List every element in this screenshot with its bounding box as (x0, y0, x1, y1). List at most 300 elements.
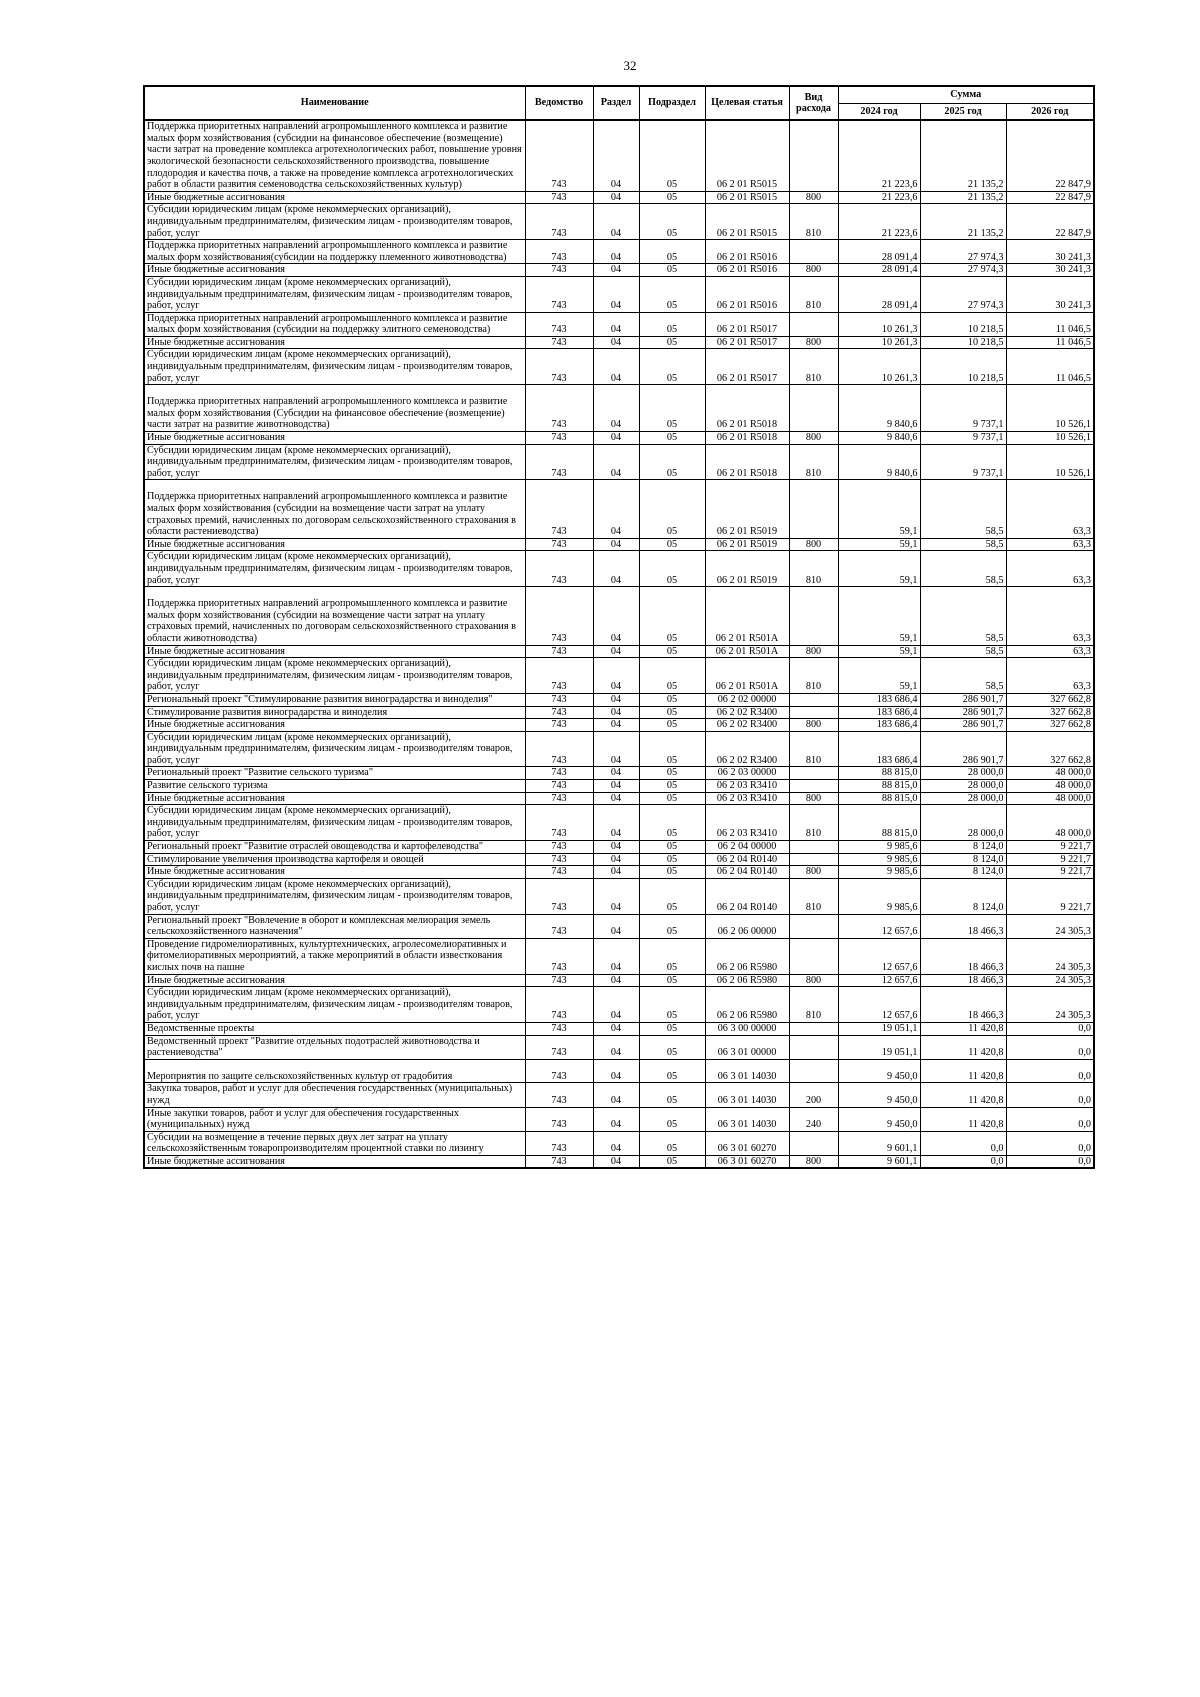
row-subsection: 05 (639, 645, 705, 658)
row-sum-2026: 0,0 (1006, 1083, 1094, 1107)
row-name: Региональный проект "Развитие отраслей овощеводства и картофелеводства" (144, 841, 525, 854)
row-dept: 743 (525, 264, 593, 277)
row-section: 04 (593, 805, 639, 841)
row-dept: 743 (525, 693, 593, 706)
row-section: 04 (593, 349, 639, 385)
row-sum-2024: 28 091,4 (838, 276, 920, 312)
row-expense-type: 800 (789, 974, 838, 987)
row-dept: 743 (525, 731, 593, 767)
row-section: 04 (593, 480, 639, 538)
row-sum-2025: 21 135,2 (920, 204, 1006, 240)
row-target: 06 2 04 R0140 (705, 866, 789, 879)
row-sum-2024: 10 261,3 (838, 336, 920, 349)
row-target: 06 2 01 R5018 (705, 444, 789, 480)
table-row (144, 987, 1094, 1023)
row-sum-2026: 22 847,9 (1006, 204, 1094, 240)
row-name: Иные бюджетные ассигнования (144, 974, 525, 987)
row-expense-type: 800 (789, 336, 838, 349)
table-row (144, 385, 1094, 432)
row-target: 06 2 01 R5015 (705, 204, 789, 240)
row-sum-2024: 19 051,1 (838, 1035, 920, 1059)
row-name: Иные бюджетные ассигнования (144, 1155, 525, 1168)
row-name: Поддержка приоритетных направлений агропромышленного комплекса и развитие малых форм хозяйствования (субсидии на финансовое обеспечение (возмещение) части затрат на проведение комплекса агротехнологических работ, повышение уровня экологической безопасности сельскохозяйственного производства, повышение плодородия и качества почв, а также на проведение комплекса агротехнологических работ в области развития семеноводства сельскохозяйственных культур) (144, 120, 525, 191)
row-sum-2025: 58,5 (920, 480, 1006, 538)
row-subsection: 05 (639, 349, 705, 385)
row-sum-2026: 327 662,8 (1006, 706, 1094, 719)
row-dept: 743 (525, 792, 593, 805)
row-name: Иные бюджетные ассигнования (144, 645, 525, 658)
table-row (144, 1059, 1094, 1083)
row-sum-2025: 11 420,8 (920, 1107, 1006, 1131)
row-subsection: 05 (639, 731, 705, 767)
row-section: 04 (593, 1035, 639, 1059)
row-sum-2026: 9 221,7 (1006, 866, 1094, 879)
row-target: 06 2 01 R5018 (705, 432, 789, 445)
table-row (144, 1022, 1094, 1035)
row-sum-2025: 58,5 (920, 551, 1006, 587)
row-sum-2024: 88 815,0 (838, 792, 920, 805)
row-dept: 743 (525, 853, 593, 866)
row-sum-2024: 59,1 (838, 587, 920, 645)
row-sum-2025: 10 218,5 (920, 336, 1006, 349)
row-section: 04 (593, 731, 639, 767)
header-2024: 2024 год (838, 103, 920, 120)
row-expense-type (789, 312, 838, 336)
row-section: 04 (593, 1059, 639, 1083)
row-section: 04 (593, 878, 639, 914)
row-target: 06 3 01 14030 (705, 1107, 789, 1131)
row-target: 06 2 06 R5980 (705, 974, 789, 987)
row-sum-2024: 88 815,0 (838, 805, 920, 841)
row-expense-type: 800 (789, 264, 838, 277)
table-row (144, 432, 1094, 445)
row-sum-2025: 8 124,0 (920, 841, 1006, 854)
table-row (144, 974, 1094, 987)
row-sum-2025: 9 737,1 (920, 444, 1006, 480)
row-sum-2024: 12 657,6 (838, 974, 920, 987)
header-dept: Ведомство (525, 86, 593, 120)
row-expense-type: 800 (789, 719, 838, 732)
row-subsection: 05 (639, 191, 705, 204)
row-name: Ведомственный проект "Развитие отдельных подотраслей животноводства и растениеводства" (144, 1035, 525, 1059)
row-sum-2026: 48 000,0 (1006, 792, 1094, 805)
header-sum: Сумма (838, 86, 1094, 103)
row-target: 06 2 03 R3410 (705, 805, 789, 841)
row-target: 06 2 01 R5016 (705, 264, 789, 277)
row-target: 06 2 04 R0140 (705, 853, 789, 866)
row-sum-2026: 9 221,7 (1006, 841, 1094, 854)
table-row (144, 1155, 1094, 1168)
row-sum-2025: 27 974,3 (920, 276, 1006, 312)
row-expense-type (789, 1059, 838, 1083)
row-sum-2026: 24 305,3 (1006, 974, 1094, 987)
row-target: 06 2 01 R5017 (705, 312, 789, 336)
row-subsection: 05 (639, 693, 705, 706)
row-sum-2024: 10 261,3 (838, 349, 920, 385)
row-dept: 743 (525, 349, 593, 385)
row-sum-2026: 48 000,0 (1006, 780, 1094, 793)
table-row (144, 805, 1094, 841)
row-name: Иные бюджетные ассигнования (144, 191, 525, 204)
row-sum-2025: 0,0 (920, 1131, 1006, 1155)
row-sum-2026: 10 526,1 (1006, 432, 1094, 445)
row-name: Поддержка приоритетных направлений агропромышленного комплекса и развитие малых форм хозяйствования(субсидии на поддержку племенного животноводства) (144, 240, 525, 264)
row-section: 04 (593, 240, 639, 264)
row-section: 04 (593, 658, 639, 694)
table-row (144, 719, 1094, 732)
row-subsection: 05 (639, 853, 705, 866)
header-subsection: Подраздел (639, 86, 705, 120)
row-section: 04 (593, 706, 639, 719)
row-name: Иные бюджетные ассигнования (144, 866, 525, 879)
row-sum-2025: 11 420,8 (920, 1022, 1006, 1035)
row-sum-2025: 28 000,0 (920, 780, 1006, 793)
row-subsection: 05 (639, 938, 705, 974)
row-expense-type (789, 1131, 838, 1155)
row-subsection: 05 (639, 276, 705, 312)
row-section: 04 (593, 719, 639, 732)
row-name: Субсидии юридическим лицам (кроме некоммерческих организаций), индивидуальным предпринимателям, физическим лицам - производителям товаров, работ, услуг (144, 658, 525, 694)
table-row (144, 841, 1094, 854)
row-name: Субсидии юридическим лицам (кроме некоммерческих организаций), индивидуальным предпринимателям, физическим лицам - производителям товаров, работ, услуг (144, 987, 525, 1023)
row-subsection: 05 (639, 240, 705, 264)
row-sum-2026: 0,0 (1006, 1131, 1094, 1155)
row-sum-2026: 0,0 (1006, 1155, 1094, 1168)
row-section: 04 (593, 987, 639, 1023)
table-row (144, 853, 1094, 866)
row-sum-2025: 18 466,3 (920, 987, 1006, 1023)
table-row (144, 693, 1094, 706)
table-header (144, 86, 1094, 120)
table-row (144, 587, 1094, 645)
row-sum-2024: 183 686,4 (838, 693, 920, 706)
row-subsection: 05 (639, 719, 705, 732)
row-expense-type: 810 (789, 987, 838, 1023)
row-section: 04 (593, 191, 639, 204)
row-expense-type (789, 480, 838, 538)
row-subsection: 05 (639, 658, 705, 694)
row-sum-2025: 28 000,0 (920, 767, 1006, 780)
row-expense-type: 810 (789, 731, 838, 767)
row-sum-2024: 10 261,3 (838, 312, 920, 336)
row-sum-2026: 63,3 (1006, 587, 1094, 645)
row-subsection: 05 (639, 878, 705, 914)
row-section: 04 (593, 264, 639, 277)
row-expense-type (789, 780, 838, 793)
row-target: 06 3 00 00000 (705, 1022, 789, 1035)
row-dept: 743 (525, 336, 593, 349)
row-name: Поддержка приоритетных направлений агропромышленного комплекса и развитие малых форм хозяйствования (субсидии на поддержку элитного семеноводства) (144, 312, 525, 336)
header-name: Наименование (144, 86, 525, 120)
row-expense-type: 800 (789, 538, 838, 551)
table-row (144, 866, 1094, 879)
table-row (144, 312, 1094, 336)
row-sum-2025: 18 466,3 (920, 914, 1006, 938)
row-sum-2026: 0,0 (1006, 1107, 1094, 1131)
row-section: 04 (593, 587, 639, 645)
row-sum-2025: 286 901,7 (920, 693, 1006, 706)
row-sum-2026: 30 241,3 (1006, 264, 1094, 277)
table-row (144, 551, 1094, 587)
row-subsection: 05 (639, 336, 705, 349)
row-section: 04 (593, 538, 639, 551)
row-dept: 743 (525, 866, 593, 879)
row-name: Иные бюджетные ассигнования (144, 432, 525, 445)
row-name: Стимулирование развития виноградарства и виноделия (144, 706, 525, 719)
row-expense-type: 810 (789, 551, 838, 587)
row-section: 04 (593, 276, 639, 312)
row-section: 04 (593, 974, 639, 987)
row-sum-2024: 12 657,6 (838, 987, 920, 1023)
row-expense-type (789, 914, 838, 938)
row-dept: 743 (525, 1155, 593, 1168)
row-dept: 743 (525, 240, 593, 264)
row-subsection: 05 (639, 914, 705, 938)
row-sum-2026: 63,3 (1006, 480, 1094, 538)
table-row (144, 1131, 1094, 1155)
row-sum-2024: 9 450,0 (838, 1059, 920, 1083)
row-subsection: 05 (639, 780, 705, 793)
row-target: 06 2 01 R501A (705, 645, 789, 658)
row-dept: 743 (525, 204, 593, 240)
row-name: Иные бюджетные ассигнования (144, 264, 525, 277)
table-row (144, 706, 1094, 719)
row-dept: 743 (525, 938, 593, 974)
row-target: 06 2 01 R5017 (705, 336, 789, 349)
row-name: Поддержка приоритетных направлений агропромышленного комплекса и развитие малых форм хозяйствования (субсидии на возмещение части затрат на уплату страховых премий, начисленных по договорам сельскохозяйственного страхования в области растениеводства) (144, 480, 525, 538)
table-row (144, 276, 1094, 312)
row-subsection: 05 (639, 987, 705, 1023)
row-dept: 743 (525, 719, 593, 732)
row-name: Проведение гидромелиоративных, культуртехнических, агролесомелиоративных и фитомелиоративных мероприятий, а также мероприятий в области известкования кислых почв на пашне (144, 938, 525, 974)
row-dept: 743 (525, 120, 593, 191)
row-sum-2025: 0,0 (920, 1155, 1006, 1168)
row-expense-type (789, 853, 838, 866)
row-section: 04 (593, 792, 639, 805)
row-dept: 743 (525, 551, 593, 587)
row-section: 04 (593, 385, 639, 432)
row-sum-2024: 9 985,6 (838, 866, 920, 879)
row-target: 06 2 01 R5019 (705, 551, 789, 587)
row-name: Региональный проект "Развитие сельского туризма" (144, 767, 525, 780)
row-section: 04 (593, 853, 639, 866)
row-name: Закупка товаров, работ и услуг для обеспечения государственных (муниципальных) нужд (144, 1083, 525, 1107)
row-dept: 743 (525, 385, 593, 432)
row-sum-2026: 63,3 (1006, 538, 1094, 551)
row-section: 04 (593, 1131, 639, 1155)
row-section: 04 (593, 432, 639, 445)
row-sum-2024: 183 686,4 (838, 706, 920, 719)
row-dept: 743 (525, 645, 593, 658)
row-subsection: 05 (639, 385, 705, 432)
row-sum-2024: 88 815,0 (838, 767, 920, 780)
row-sum-2024: 9 985,6 (838, 878, 920, 914)
row-dept: 743 (525, 780, 593, 793)
row-sum-2026: 24 305,3 (1006, 938, 1094, 974)
row-dept: 743 (525, 480, 593, 538)
row-target: 06 2 04 00000 (705, 841, 789, 854)
row-target: 06 2 01 R5018 (705, 385, 789, 432)
row-dept: 743 (525, 191, 593, 204)
row-subsection: 05 (639, 1107, 705, 1131)
row-dept: 743 (525, 1083, 593, 1107)
table-row (144, 1107, 1094, 1131)
table-row (144, 658, 1094, 694)
row-sum-2025: 286 901,7 (920, 706, 1006, 719)
header-target: Целевая статья (705, 86, 789, 120)
table-row (144, 1035, 1094, 1059)
row-section: 04 (593, 1022, 639, 1035)
row-name: Субсидии юридическим лицам (кроме некоммерческих организаций), индивидуальным предпринимателям, физическим лицам - производителям товаров, работ, услуг (144, 349, 525, 385)
table-row (144, 767, 1094, 780)
row-target: 06 2 01 R5019 (705, 480, 789, 538)
row-target: 06 3 01 00000 (705, 1035, 789, 1059)
row-name: Субсидии юридическим лицам (кроме некоммерческих организаций), индивидуальным предпринимателям, физическим лицам - производителям товаров, работ, услуг (144, 551, 525, 587)
row-sum-2026: 327 662,8 (1006, 719, 1094, 732)
row-target: 06 2 01 R5015 (705, 191, 789, 204)
row-sum-2025: 286 901,7 (920, 719, 1006, 732)
row-sum-2026: 48 000,0 (1006, 805, 1094, 841)
row-sum-2025: 10 218,5 (920, 312, 1006, 336)
row-dept: 743 (525, 1107, 593, 1131)
table-body (144, 120, 1094, 1168)
row-section: 04 (593, 1107, 639, 1131)
table-row (144, 480, 1094, 538)
row-sum-2024: 9 450,0 (838, 1083, 920, 1107)
row-target: 06 2 03 00000 (705, 767, 789, 780)
row-sum-2024: 28 091,4 (838, 264, 920, 277)
row-subsection: 05 (639, 551, 705, 587)
row-sum-2024: 9 601,1 (838, 1131, 920, 1155)
row-target: 06 2 04 R0140 (705, 878, 789, 914)
row-section: 04 (593, 444, 639, 480)
row-sum-2024: 9 985,6 (838, 853, 920, 866)
row-dept: 743 (525, 706, 593, 719)
row-name: Субсидии на возмещение в течение первых двух лет затрат на уплату сельскохозяйственным товаропроизводителям процентной ставки по лизингу (144, 1131, 525, 1155)
row-sum-2026: 0,0 (1006, 1022, 1094, 1035)
row-dept: 743 (525, 432, 593, 445)
row-expense-type: 810 (789, 444, 838, 480)
row-sum-2026: 0,0 (1006, 1035, 1094, 1059)
row-subsection: 05 (639, 1155, 705, 1168)
row-section: 04 (593, 645, 639, 658)
header-2026: 2026 год (1006, 103, 1094, 120)
table-row (144, 264, 1094, 277)
row-expense-type (789, 587, 838, 645)
row-name: Иные бюджетные ассигнования (144, 538, 525, 551)
row-expense-type: 800 (789, 792, 838, 805)
row-expense-type: 810 (789, 658, 838, 694)
row-sum-2024: 9 840,6 (838, 444, 920, 480)
row-subsection: 05 (639, 706, 705, 719)
row-section: 04 (593, 780, 639, 793)
row-section: 04 (593, 1083, 639, 1107)
row-subsection: 05 (639, 805, 705, 841)
row-dept: 743 (525, 444, 593, 480)
row-section: 04 (593, 693, 639, 706)
row-expense-type (789, 767, 838, 780)
row-name: Субсидии юридическим лицам (кроме некоммерческих организаций), индивидуальным предпринимателям, физическим лицам - производителям товаров, работ, услуг (144, 731, 525, 767)
row-sum-2026: 22 847,9 (1006, 120, 1094, 191)
row-sum-2025: 9 737,1 (920, 385, 1006, 432)
header-2025: 2025 год (920, 103, 1006, 120)
row-subsection: 05 (639, 1131, 705, 1155)
row-sum-2025: 27 974,3 (920, 264, 1006, 277)
row-subsection: 05 (639, 767, 705, 780)
row-name: Ведомственные проекты (144, 1022, 525, 1035)
row-target: 06 2 01 R5019 (705, 538, 789, 551)
table-row (144, 878, 1094, 914)
row-expense-type (789, 385, 838, 432)
table-row (144, 938, 1094, 974)
row-target: 06 2 02 R3400 (705, 719, 789, 732)
row-sum-2026: 30 241,3 (1006, 276, 1094, 312)
row-sum-2025: 8 124,0 (920, 878, 1006, 914)
row-dept: 743 (525, 1035, 593, 1059)
table-row (144, 914, 1094, 938)
row-sum-2024: 21 223,6 (838, 120, 920, 191)
row-expense-type (789, 240, 838, 264)
row-sum-2024: 59,1 (838, 551, 920, 587)
row-sum-2026: 30 241,3 (1006, 240, 1094, 264)
row-expense-type (789, 120, 838, 191)
row-expense-type (789, 1022, 838, 1035)
row-name: Стимулирование увеличения производства картофеля и овощей (144, 853, 525, 866)
row-subsection: 05 (639, 1059, 705, 1083)
row-dept: 743 (525, 987, 593, 1023)
row-sum-2026: 327 662,8 (1006, 731, 1094, 767)
page-number: 32 (623, 58, 637, 73)
row-expense-type: 800 (789, 866, 838, 879)
row-target: 06 2 06 00000 (705, 914, 789, 938)
row-subsection: 05 (639, 538, 705, 551)
row-dept: 743 (525, 587, 593, 645)
header-expense-type: Вид расхода (789, 86, 838, 120)
row-expense-type: 810 (789, 204, 838, 240)
row-sum-2026: 9 221,7 (1006, 878, 1094, 914)
row-section: 04 (593, 866, 639, 879)
row-name: Поддержка приоритетных направлений агропромышленного комплекса и развитие малых форм хозяйствования (субсидии на возмещение части затрат на уплату страховых премий, начисленных по договорам сельскохозяйственного страхования в области животноводства) (144, 587, 525, 645)
table-row (144, 240, 1094, 264)
row-dept: 743 (525, 312, 593, 336)
row-section: 04 (593, 336, 639, 349)
row-sum-2025: 28 000,0 (920, 792, 1006, 805)
row-sum-2025: 11 420,8 (920, 1083, 1006, 1107)
table-row (144, 120, 1094, 191)
row-target: 06 2 01 R5017 (705, 349, 789, 385)
row-subsection: 05 (639, 432, 705, 445)
row-subsection: 05 (639, 866, 705, 879)
row-target: 06 2 02 R3400 (705, 731, 789, 767)
row-dept: 743 (525, 1059, 593, 1083)
row-sum-2025: 8 124,0 (920, 853, 1006, 866)
row-dept: 743 (525, 276, 593, 312)
row-sum-2024: 88 815,0 (838, 780, 920, 793)
row-sum-2024: 59,1 (838, 538, 920, 551)
row-expense-type (789, 938, 838, 974)
row-target: 06 2 03 R3410 (705, 792, 789, 805)
header-section: Раздел (593, 86, 639, 120)
row-sum-2026: 24 305,3 (1006, 987, 1094, 1023)
row-sum-2025: 18 466,3 (920, 938, 1006, 974)
row-section: 04 (593, 204, 639, 240)
row-subsection: 05 (639, 204, 705, 240)
row-sum-2025: 58,5 (920, 587, 1006, 645)
row-expense-type (789, 693, 838, 706)
row-sum-2025: 10 218,5 (920, 349, 1006, 385)
table-row (144, 780, 1094, 793)
row-dept: 743 (525, 805, 593, 841)
